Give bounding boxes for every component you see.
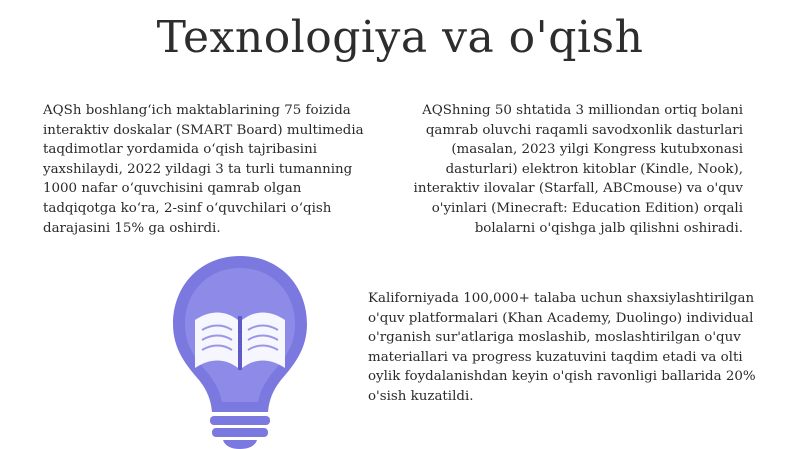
paragraph-digital-literacy: AQShning 50 shtatida 3 milliondan ortiq bolani qamrab oluvchi raqamli savodxonlik dasturlari (masalan, 2023 yilgi Kongress kutubxonasi dasturlari) elektron kitoblar (Kindle, Nook), interaktiv ilovalar (Starfall, ABCmouse) va o'quv o'yinlari (Minecraft: Education Edition) orqali bolalarni o'qishga jalb qilishni oshiradi. — [413, 103, 743, 236]
paragraph-interactive-whiteboards: AQSh boshlang‘ich maktablarining 75 foizida interaktiv doskalar (SMART Board) multimedia taqdimotlar yordamida o‘qish tajribasini yaxshilaydi, 2022 yildagi 3 ta turli tumanning 1000 nafar o‘quvchisini qamrab olgan tadqiqotga ko‘ra, 2-sinf o‘quvchilari o‘qish darajasini 15% ga oshirdi. — [43, 103, 364, 236]
bulb-base-tip — [223, 440, 257, 449]
bulb-base-band-2 — [212, 428, 268, 437]
slide-title: Texnologiya va o'qish — [156, 12, 644, 63]
lightbulb-book-icon — [165, 250, 315, 449]
bulb-base-band-1 — [210, 416, 270, 425]
book-spine — [238, 316, 242, 370]
paragraph-personalized-learning: Kaliforniyada 100,000+ talaba uchun shaxsiylashtirilgan o'quv platformalari (Khan Academy, Duolingo) individual o'rganish sur'atlariga moslashib, moslashtirilgan o'quv materiallari va progress kuzatuvini taqdim etadi va olti oylik foydalanishdan keyin o'qish ravonligi ballarida 20% o'sish kuzatildi. — [368, 291, 756, 404]
